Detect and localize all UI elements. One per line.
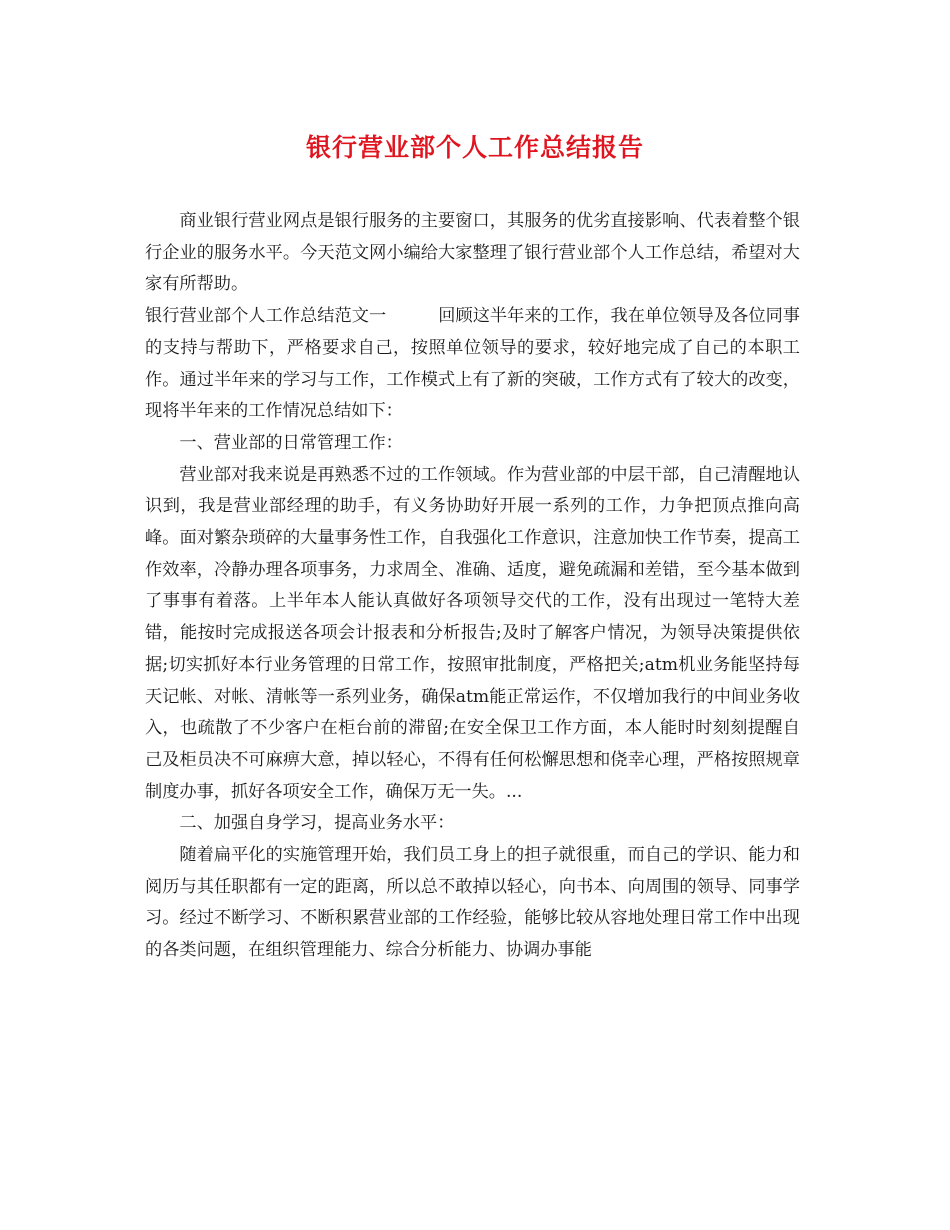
document-body xyxy=(145,206,800,967)
section2-heading: 二、加强自身学习，提高业务水平： xyxy=(179,813,455,834)
section1-body: 营业部对我来说是再熟悉不过的工作领域。作为营业部的中层干部，自己清醒地认识到，我是营业部经理的助手，有义务协助好开展一系列的工作，力争把顶点推向高峰。面对繁杂琐碎的大量事务性工作，自我强化工作意识，注意加快工作节奏，提高工作效率，冷静办理各项事务，力求周全、准确、适度，避免疏漏和差错，至今基本做到了事事有着落。上半年本人能认真做好各项领导交代的工作，没有出现过一笔特大差错，能按时完成报送各项会计报表和分析报告;及时了解客户情况，为领导决策提供依据;切实抓好本行业务管理的日常工作，按照审批制度，严格把关;atm机业务能坚持每天记帐、对帐、清帐等一系列业务，确保atm能正常运作，不仅增加我行的中间业务收入，也疏散了不少客户在柜台前的滞留;在安全保卫工作方面，本人能时时刻刻提醒自己及柜员决不可麻痹大意，掉以轻心，不得有任何松懈思想和侥幸心理，严格按照规章制度办事，抓好各项安全工作，确保万无一失。... xyxy=(145,464,800,802)
section1-heading: 一、营业部的日常管理工作： xyxy=(179,432,403,453)
intro-paragraph: 商业银行营业网点是银行服务的主要窗口，其服务的优劣直接影响、代表着整个银行企业的服务水平。今天范文网小编给大家整理了银行营业部个人工作总结，希望对大家有所帮助。 xyxy=(145,211,800,295)
section2-body: 随着扁平化的实施管理开始，我们员工身上的担子就很重，而自己的学识、能力和阅历与其任职都有一定的距离，所以总不敢掉以轻心，向书本、向周围的领导、同事学习。经过不断学习、不断积累营业部的工作经验，能够比较从容地处理日常工作中出现的各类问题，在组织管理能力、综合分析能力、协调办事能 xyxy=(145,845,800,961)
sample-opening: 回顾这半年来的工作，我在单位领导及各位同事的支持与帮助下，严格要求自己，按照单位领导的要求，较好地完成了自己的本职工作。通过半年来的学习与工作，工作模式上有了新的突破，工作方式有了较大的改变，现将半年来的工作情况总结如下： xyxy=(145,306,800,422)
document-title: 银行营业部个人工作总结报告 xyxy=(305,133,644,162)
sample-heading: 银行营业部个人工作总结范文一 xyxy=(145,306,387,327)
sample-paragraph xyxy=(145,301,800,428)
